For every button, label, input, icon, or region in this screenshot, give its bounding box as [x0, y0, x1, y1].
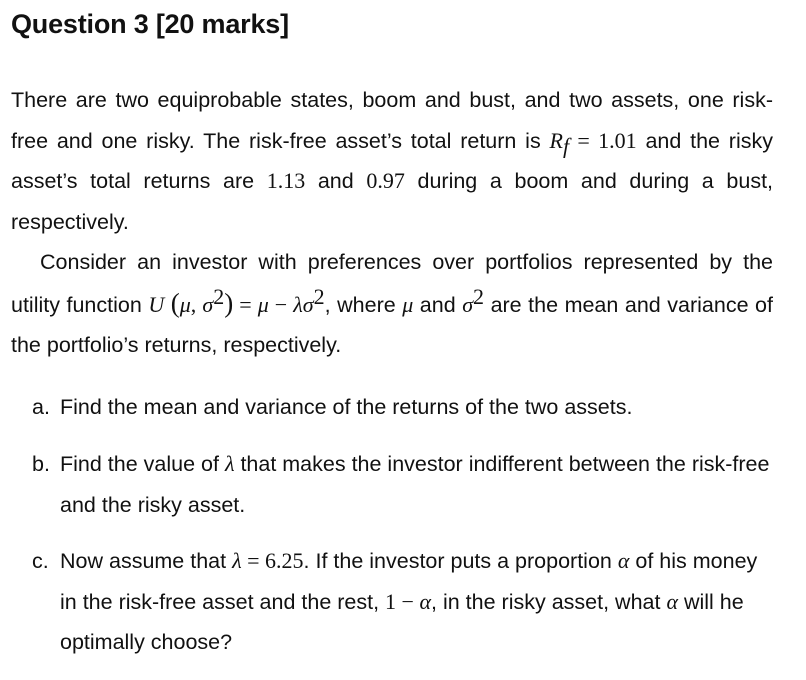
- utility-text-3: and: [413, 292, 463, 317]
- alpha-symbol: α: [419, 588, 432, 614]
- lambda-symbol: λ: [224, 451, 235, 476]
- part-c-label: c.: [32, 549, 49, 573]
- sigma-symbol: σ: [462, 291, 474, 317]
- mu-symbol: μ: [179, 291, 191, 317]
- part-b: [32, 444, 772, 525]
- lambda-sigma-symbol: λσ: [293, 291, 314, 317]
- alpha-symbol: α: [666, 588, 678, 614]
- part-b-label: b.: [32, 452, 50, 476]
- part-b-text-1: Find the value of: [60, 452, 225, 476]
- part-c-text-4: , in the risky asset, what: [431, 589, 667, 614]
- intro-paragraph: [11, 80, 773, 242]
- part-c-text: [60, 541, 772, 663]
- utility-text-1: Consider an investor with preferences over portfolios represented by the utility function: [11, 250, 773, 317]
- intro-text-1: There are two equiprobable states, boom and bust, and two assets, one risk-free and one risky. The risk-free asset’s total return is: [11, 88, 773, 153]
- part-a-label: a.: [32, 395, 50, 419]
- part-b-text-2: that makes the investor indifferent between the risk-free and the risky asset.: [60, 452, 770, 517]
- square-exponent: 2: [473, 283, 485, 309]
- bust-return-value: 0.97: [366, 168, 405, 193]
- utility-symbol: U: [148, 291, 165, 317]
- part-c: [32, 541, 772, 663]
- comma: ,: [190, 291, 203, 317]
- question-title: Question 3 [20 marks]: [11, 9, 289, 39]
- boom-return-value: 1.13: [266, 168, 306, 193]
- utility-text-2: , where: [324, 292, 403, 317]
- risk-free-return-symbol: R: [549, 127, 563, 153]
- part-c-text-2: . If the investor puts a proportion: [303, 549, 618, 573]
- equals-sign: =: [233, 291, 258, 317]
- part-b-text: [60, 444, 772, 525]
- intro-text-2: and the risky asset’s total returns are: [11, 128, 773, 193]
- part-c-text-1: Now assume that: [60, 549, 233, 573]
- risk-free-return-value: = 1.01: [569, 127, 637, 153]
- utility-text-4: are the mean and variance of the portfolio’s returns, respectively.: [11, 292, 773, 357]
- intro-text-3: and: [305, 169, 367, 193]
- part-a-text: Find the mean and variance of the returns of the two assets.: [60, 395, 633, 419]
- sigma-symbol: σ: [202, 291, 214, 317]
- mu-symbol: μ: [402, 291, 414, 317]
- intro-text-4: during a boom and during a bust, respectively.: [11, 169, 774, 234]
- mu-symbol: μ: [257, 291, 269, 317]
- lambda-value: = 6.25: [241, 548, 304, 573]
- part-c-text-3: of his money in the risk-free asset and the rest,: [60, 549, 758, 614]
- utility-paragraph: [11, 242, 773, 366]
- minus-sign: −: [268, 291, 294, 317]
- open-paren: (: [170, 287, 180, 318]
- square-exponent: 2: [313, 283, 325, 309]
- square-exponent: 2: [213, 283, 225, 309]
- part-a: [32, 387, 772, 428]
- part-c-text-5: will he optimally choose?: [60, 589, 744, 654]
- alpha-symbol: α: [617, 548, 630, 573]
- one-minus: 1 −: [385, 588, 420, 614]
- lambda-symbol: λ: [232, 548, 242, 573]
- risk-free-subscript: f: [562, 132, 570, 158]
- close-paren: ): [224, 287, 234, 318]
